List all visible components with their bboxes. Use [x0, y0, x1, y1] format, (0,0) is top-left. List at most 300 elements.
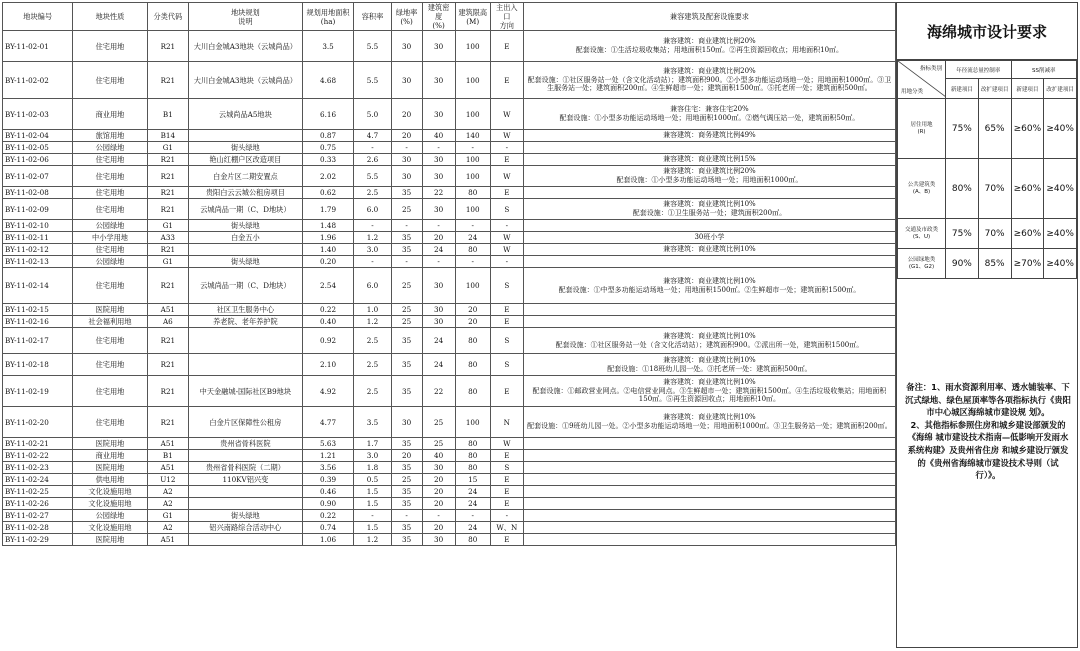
site-area: 0.90 [302, 498, 354, 510]
plot-description: 云城尚品一期（C、D地块） [189, 268, 303, 304]
header-green-rate: 绿地率 (%) [391, 3, 422, 31]
height-limit: 100 [455, 99, 490, 130]
class-code: A6 [147, 316, 188, 328]
site-area: 4.92 [302, 376, 354, 407]
plot-description: 街头绿地 [189, 142, 303, 154]
entrance-direction: - [490, 220, 523, 232]
plot-id: BY-11-02-13 [3, 256, 73, 268]
class-code: G1 [147, 510, 188, 522]
site-area: 2.02 [302, 166, 354, 187]
height-limit: 24 [455, 498, 490, 510]
requirements [523, 450, 895, 462]
site-area: 1.40 [302, 244, 354, 256]
landuse-category: 公园绿地类 (G1、G2) [898, 249, 946, 279]
plot-id: BY-11-02-28 [3, 522, 73, 534]
plot-id: BY-11-02-22 [3, 450, 73, 462]
table-row [3, 328, 896, 354]
green-rate: 35 [391, 328, 422, 354]
landuse-category: 交通及市政类 (S、U) [898, 219, 946, 249]
requirements [523, 534, 895, 546]
requirements [523, 474, 895, 486]
plot-id: BY-11-02-23 [3, 462, 73, 474]
requirements [523, 220, 895, 232]
land-nature: 文化设施用地 [73, 498, 147, 510]
class-code: R21 [147, 31, 188, 62]
class-code: R21 [147, 354, 188, 376]
entrance-direction: E [490, 187, 523, 199]
ss-new: ≥60% [1011, 219, 1044, 249]
runoff-renovation: 65% [978, 99, 1011, 159]
landuse-category: 公共建筑类 (A、B) [898, 159, 946, 219]
entrance-direction: W [490, 130, 523, 142]
class-code: A33 [147, 232, 188, 244]
floor-area-ratio: 2.5 [354, 354, 391, 376]
plot-description [189, 498, 303, 510]
plot-id: BY-11-02-17 [3, 328, 73, 354]
plot-description [189, 130, 303, 142]
land-nature: 商业用地 [73, 99, 147, 130]
class-code: R21 [147, 244, 188, 256]
entrance-direction: E [490, 474, 523, 486]
table-row [3, 474, 896, 486]
floor-area-ratio: 2.5 [354, 328, 391, 354]
class-code: A51 [147, 438, 188, 450]
height-limit: 100 [455, 407, 490, 438]
table-row [3, 187, 896, 199]
class-code: R21 [147, 407, 188, 438]
ss-new: ≥60% [1011, 159, 1044, 219]
building-density: 30 [422, 462, 455, 474]
floor-area-ratio: - [354, 256, 391, 268]
floor-area-ratio: 1.2 [354, 534, 391, 546]
site-area: 1.48 [302, 220, 354, 232]
land-nature: 住宅用地 [73, 376, 147, 407]
building-density: 30 [422, 154, 455, 166]
class-code: B1 [147, 450, 188, 462]
land-nature: 社会福利用地 [73, 316, 147, 328]
table-row [3, 31, 896, 62]
plot-description [189, 328, 303, 354]
plot-id: BY-11-02-21 [3, 438, 73, 450]
entrance-direction: S [490, 268, 523, 304]
plot-description: 云城尚品A5地块 [189, 99, 303, 130]
floor-area-ratio: 1.2 [354, 316, 391, 328]
land-nature: 医院用地 [73, 534, 147, 546]
entrance-direction: S [490, 328, 523, 354]
floor-area-ratio: 1.7 [354, 438, 391, 450]
site-area: 0.33 [302, 154, 354, 166]
land-nature: 旅馆用地 [73, 130, 147, 142]
green-rate: 20 [391, 99, 422, 130]
table-row [3, 407, 896, 438]
table-row [3, 99, 896, 130]
entrance-direction: E [490, 304, 523, 316]
land-nature: 住宅用地 [73, 166, 147, 187]
site-area: 0.39 [302, 474, 354, 486]
land-nature: 住宅用地 [73, 154, 147, 166]
site-area: 4.77 [302, 407, 354, 438]
plot-description: 养老院、老年养护院 [189, 316, 303, 328]
entrance-direction: E [490, 450, 523, 462]
entrance-direction: E [490, 62, 523, 99]
site-area: 0.22 [302, 510, 354, 522]
table-row [3, 376, 896, 407]
floor-area-ratio: 1.5 [354, 486, 391, 498]
site-area: 1.21 [302, 450, 354, 462]
entrance-direction: S [490, 199, 523, 220]
plot-id: BY-11-02-04 [3, 130, 73, 142]
class-code: R21 [147, 154, 188, 166]
land-nature: 住宅用地 [73, 354, 147, 376]
building-density: - [422, 510, 455, 522]
height-limit: 20 [455, 316, 490, 328]
building-density: - [422, 220, 455, 232]
building-density: 30 [422, 316, 455, 328]
requirements [523, 510, 895, 522]
class-code: B14 [147, 130, 188, 142]
plot-description: 铝兴南路综合活动中心 [189, 522, 303, 534]
site-area: 1.79 [302, 199, 354, 220]
sponge-row [898, 219, 1077, 249]
land-nature: 住宅用地 [73, 187, 147, 199]
building-density: 25 [422, 438, 455, 450]
land-nature: 文化设施用地 [73, 486, 147, 498]
requirements [523, 316, 895, 328]
green-rate: 20 [391, 450, 422, 462]
table-row [3, 438, 896, 450]
table-row [3, 166, 896, 187]
floor-area-ratio: 5.0 [354, 99, 391, 130]
floor-area-ratio: - [354, 142, 391, 154]
entrance-direction: E [490, 486, 523, 498]
building-density: 20 [422, 486, 455, 498]
site-area: 0.87 [302, 130, 354, 142]
table-row [3, 534, 896, 546]
building-density: 20 [422, 498, 455, 510]
requirements: 兼容建筑：商业建筑比例10% 配套设施：①卫生服务站一处；建筑面积200㎡。 [523, 199, 895, 220]
building-density: 40 [422, 130, 455, 142]
runoff-new: 90% [946, 249, 979, 279]
building-density: 30 [422, 31, 455, 62]
height-limit: 100 [455, 62, 490, 99]
entrance-direction: S [490, 354, 523, 376]
site-area: 2.54 [302, 268, 354, 304]
land-nature: 公园绿地 [73, 220, 147, 232]
ss-new: ≥60% [1011, 99, 1044, 159]
green-rate: 35 [391, 498, 422, 510]
plot-id: BY-11-02-10 [3, 220, 73, 232]
land-nature: 公园绿地 [73, 510, 147, 522]
sponge-title: 海绵城市设计要求 [897, 3, 1077, 60]
plot-description [189, 354, 303, 376]
building-density: 30 [422, 534, 455, 546]
site-area: 1.96 [302, 232, 354, 244]
land-nature: 住宅用地 [73, 328, 147, 354]
plot-id: BY-11-02-01 [3, 31, 73, 62]
table-row [3, 256, 896, 268]
floor-area-ratio: 1.5 [354, 498, 391, 510]
height-limit: 80 [455, 462, 490, 474]
new-project-header-2: 新建项目 [1011, 79, 1044, 99]
plot-id: BY-11-02-14 [3, 268, 73, 304]
building-density: 24 [422, 354, 455, 376]
height-limit: 80 [455, 328, 490, 354]
building-density: 30 [422, 166, 455, 187]
floor-area-ratio: 3.0 [354, 450, 391, 462]
building-density: 30 [422, 268, 455, 304]
entrance-direction: W [490, 166, 523, 187]
green-rate: 25 [391, 304, 422, 316]
table-row [3, 154, 896, 166]
green-rate: - [391, 256, 422, 268]
height-limit: 80 [455, 450, 490, 462]
runoff-renovation: 85% [978, 249, 1011, 279]
entrance-direction: W [490, 438, 523, 450]
requirements [523, 187, 895, 199]
floor-area-ratio: 6.0 [354, 199, 391, 220]
class-code: G1 [147, 256, 188, 268]
class-code: R21 [147, 268, 188, 304]
runoff-header: 年径流总量控制率 [946, 61, 1012, 79]
table-row [3, 62, 896, 99]
requirements [523, 462, 895, 474]
ss-renovation: ≥40% [1044, 99, 1077, 159]
entrance-direction: E [490, 154, 523, 166]
runoff-renovation: 70% [978, 219, 1011, 249]
sponge-row [898, 99, 1077, 159]
table-row [3, 486, 896, 498]
green-rate: 35 [391, 376, 422, 407]
entrance-direction: N [490, 407, 523, 438]
height-limit: - [455, 510, 490, 522]
plot-id: BY-11-02-16 [3, 316, 73, 328]
requirements: 兼容建筑：商业建筑比例20% 配套设施：①社区服务站一处（含文化活动站）；建筑面积900。②小型多功能运动场地一处；用地面积1000㎡。③卫生服务站一处；建筑面积200㎡。④生鲜超市一处；建筑面积1500㎡。⑤托老所一处；建筑面积500㎡。 [523, 62, 895, 99]
land-nature: 住宅用地 [73, 268, 147, 304]
floor-area-ratio: 1.0 [354, 304, 391, 316]
height-limit: 24 [455, 232, 490, 244]
building-density: 30 [422, 99, 455, 130]
header-code: 分类代码 [147, 3, 188, 31]
plot-id: BY-11-02-05 [3, 142, 73, 154]
plot-description: 大川白金城A3地块（云城尚品） [189, 62, 303, 99]
site-area: 0.40 [302, 316, 354, 328]
plot-id: BY-11-02-25 [3, 486, 73, 498]
table-row [3, 130, 896, 142]
green-rate: 35 [391, 534, 422, 546]
green-rate: 30 [391, 154, 422, 166]
class-code: A2 [147, 486, 188, 498]
class-code: A2 [147, 522, 188, 534]
floor-area-ratio: 2.6 [354, 154, 391, 166]
green-rate: 25 [391, 474, 422, 486]
height-limit: 20 [455, 304, 490, 316]
plot-id: BY-11-02-19 [3, 376, 73, 407]
height-limit: 140 [455, 130, 490, 142]
renovation-header-2: 改扩建项目 [1044, 79, 1077, 99]
requirements [523, 256, 895, 268]
class-code: B1 [147, 99, 188, 130]
building-density: 20 [422, 522, 455, 534]
building-density: 30 [422, 199, 455, 220]
building-density: 22 [422, 187, 455, 199]
site-area: 2.10 [302, 354, 354, 376]
plot-description [189, 534, 303, 546]
requirements: 兼容建筑：商业建筑比例10% 配套设施：①9班幼儿园一处。②小型多功能运动场地一处；用地面积1000㎡。③卫生服务站一处；建筑面积200㎡。 [523, 407, 895, 438]
header-plot-id: 地块编号 [3, 3, 73, 31]
height-limit: - [455, 142, 490, 154]
height-limit: 80 [455, 438, 490, 450]
site-area: 6.16 [302, 99, 354, 130]
plot-description: 白金片区二期安置点 [189, 166, 303, 187]
land-nature: 文化设施用地 [73, 522, 147, 534]
class-code: R21 [147, 166, 188, 187]
green-rate: 35 [391, 486, 422, 498]
height-limit: 100 [455, 31, 490, 62]
requirements [523, 522, 895, 534]
plot-description: 贵阳白云云城公租房项目 [189, 187, 303, 199]
ss-renovation: ≥40% [1044, 249, 1077, 279]
plot-description: 街头绿地 [189, 256, 303, 268]
class-code: U12 [147, 474, 188, 486]
site-area: 0.74 [302, 522, 354, 534]
green-rate: 35 [391, 462, 422, 474]
building-density: - [422, 256, 455, 268]
landuse-label: 用地分类 [901, 89, 924, 95]
plot-description: 白金片区保障性公租房 [189, 407, 303, 438]
ss-renovation: ≥40% [1044, 159, 1077, 219]
building-density: - [422, 142, 455, 154]
table-row [3, 522, 896, 534]
class-code: G1 [147, 220, 188, 232]
plot-id: BY-11-02-20 [3, 407, 73, 438]
requirements: 30班小学 [523, 232, 895, 244]
green-rate: 30 [391, 166, 422, 187]
site-area: 3.56 [302, 462, 354, 474]
green-rate: 35 [391, 187, 422, 199]
entrance-direction: E [490, 31, 523, 62]
building-density: 30 [422, 304, 455, 316]
entrance-direction: W [490, 99, 523, 130]
site-area: 0.92 [302, 328, 354, 354]
table-row [3, 244, 896, 256]
header-far: 容积率 [354, 3, 391, 31]
site-area: 0.46 [302, 486, 354, 498]
height-limit: 100 [455, 154, 490, 166]
green-rate: 20 [391, 130, 422, 142]
ss-new: ≥70% [1011, 249, 1044, 279]
land-plot-table [2, 2, 896, 546]
plot-id: BY-11-02-11 [3, 232, 73, 244]
plot-description: 贵州省骨科医院（二期） [189, 462, 303, 474]
requirements [523, 142, 895, 154]
plot-description: 贵州省骨科医院 [189, 438, 303, 450]
renovation-header: 改扩建项目 [978, 79, 1011, 99]
requirements [523, 304, 895, 316]
requirements: 兼容建筑：商业建筑比例15% [523, 154, 895, 166]
height-limit: 80 [455, 187, 490, 199]
building-density: 40 [422, 450, 455, 462]
runoff-new: 80% [946, 159, 979, 219]
class-code: R21 [147, 199, 188, 220]
header-area: 规划用地面积 (ha) [302, 3, 354, 31]
plot-description [189, 450, 303, 462]
land-nature: 中小学用地 [73, 232, 147, 244]
table-row [3, 199, 896, 220]
land-nature: 住宅用地 [73, 199, 147, 220]
height-limit: 24 [455, 522, 490, 534]
floor-area-ratio: - [354, 220, 391, 232]
entrance-direction: S [490, 462, 523, 474]
site-area: 1.06 [302, 534, 354, 546]
class-code: A2 [147, 498, 188, 510]
requirements: 兼容建筑：商业建筑比例10% 配套设施：①邮政营业网点。②电信营业网点。③生鲜超市一处；建筑面积1500㎡。④生活垃圾收集站；用地面积150㎡。⑤再生资源回收点；用地面积10㎡。 [523, 376, 895, 407]
green-rate: 25 [391, 268, 422, 304]
land-nature: 公园绿地 [73, 256, 147, 268]
entrance-direction: W [490, 232, 523, 244]
height-limit: 80 [455, 244, 490, 256]
floor-area-ratio: 5.5 [354, 31, 391, 62]
table-row [3, 498, 896, 510]
table-row [3, 220, 896, 232]
plot-description: 白金五小 [189, 232, 303, 244]
floor-area-ratio: 3.5 [354, 407, 391, 438]
plot-description [189, 486, 303, 498]
class-code: A51 [147, 534, 188, 546]
building-density: 24 [422, 328, 455, 354]
table-row [3, 304, 896, 316]
land-nature: 公园绿地 [73, 142, 147, 154]
sponge-table [897, 60, 1077, 279]
land-nature: 医院用地 [73, 462, 147, 474]
land-nature: 住宅用地 [73, 62, 147, 99]
site-area: 0.22 [302, 304, 354, 316]
header-description: 地块规划 说明 [189, 3, 303, 31]
green-rate: - [391, 510, 422, 522]
class-code: G1 [147, 142, 188, 154]
entrance-direction: - [490, 142, 523, 154]
height-limit: - [455, 256, 490, 268]
green-rate: 30 [391, 62, 422, 99]
floor-area-ratio: 4.7 [354, 130, 391, 142]
site-area: 3.5 [302, 31, 354, 62]
height-limit: 100 [455, 199, 490, 220]
building-density: 25 [422, 407, 455, 438]
entrance-direction: E [490, 498, 523, 510]
floor-area-ratio: 2.5 [354, 187, 391, 199]
green-rate: 35 [391, 354, 422, 376]
site-area: 0.20 [302, 256, 354, 268]
floor-area-ratio: 5.5 [354, 166, 391, 187]
requirements: 兼容建筑：商业建筑比例10% [523, 244, 895, 256]
sponge-row [898, 249, 1077, 279]
class-code: R21 [147, 187, 188, 199]
requirements: 兼容建筑：商务建筑比例49% [523, 130, 895, 142]
table-row [3, 354, 896, 376]
land-nature: 住宅用地 [73, 244, 147, 256]
requirements: 兼容建筑：商业建筑比例10% 配套设施：①中型多功能运动场地一处；用地面积1500㎡。②生鲜超市一处；建筑面积1500㎡。 [523, 268, 895, 304]
floor-area-ratio: 5.5 [354, 62, 391, 99]
site-area: 0.62 [302, 187, 354, 199]
plot-description: 云城尚品一期（C、D地块） [189, 199, 303, 220]
sponge-city-panel [896, 2, 1078, 648]
green-rate: 35 [391, 244, 422, 256]
entrance-direction: E [490, 534, 523, 546]
ss-header: SS削减率 [1011, 61, 1077, 79]
land-nature: 供电用地 [73, 474, 147, 486]
class-code: A51 [147, 304, 188, 316]
land-nature: 住宅用地 [73, 407, 147, 438]
class-code: R21 [147, 328, 188, 354]
